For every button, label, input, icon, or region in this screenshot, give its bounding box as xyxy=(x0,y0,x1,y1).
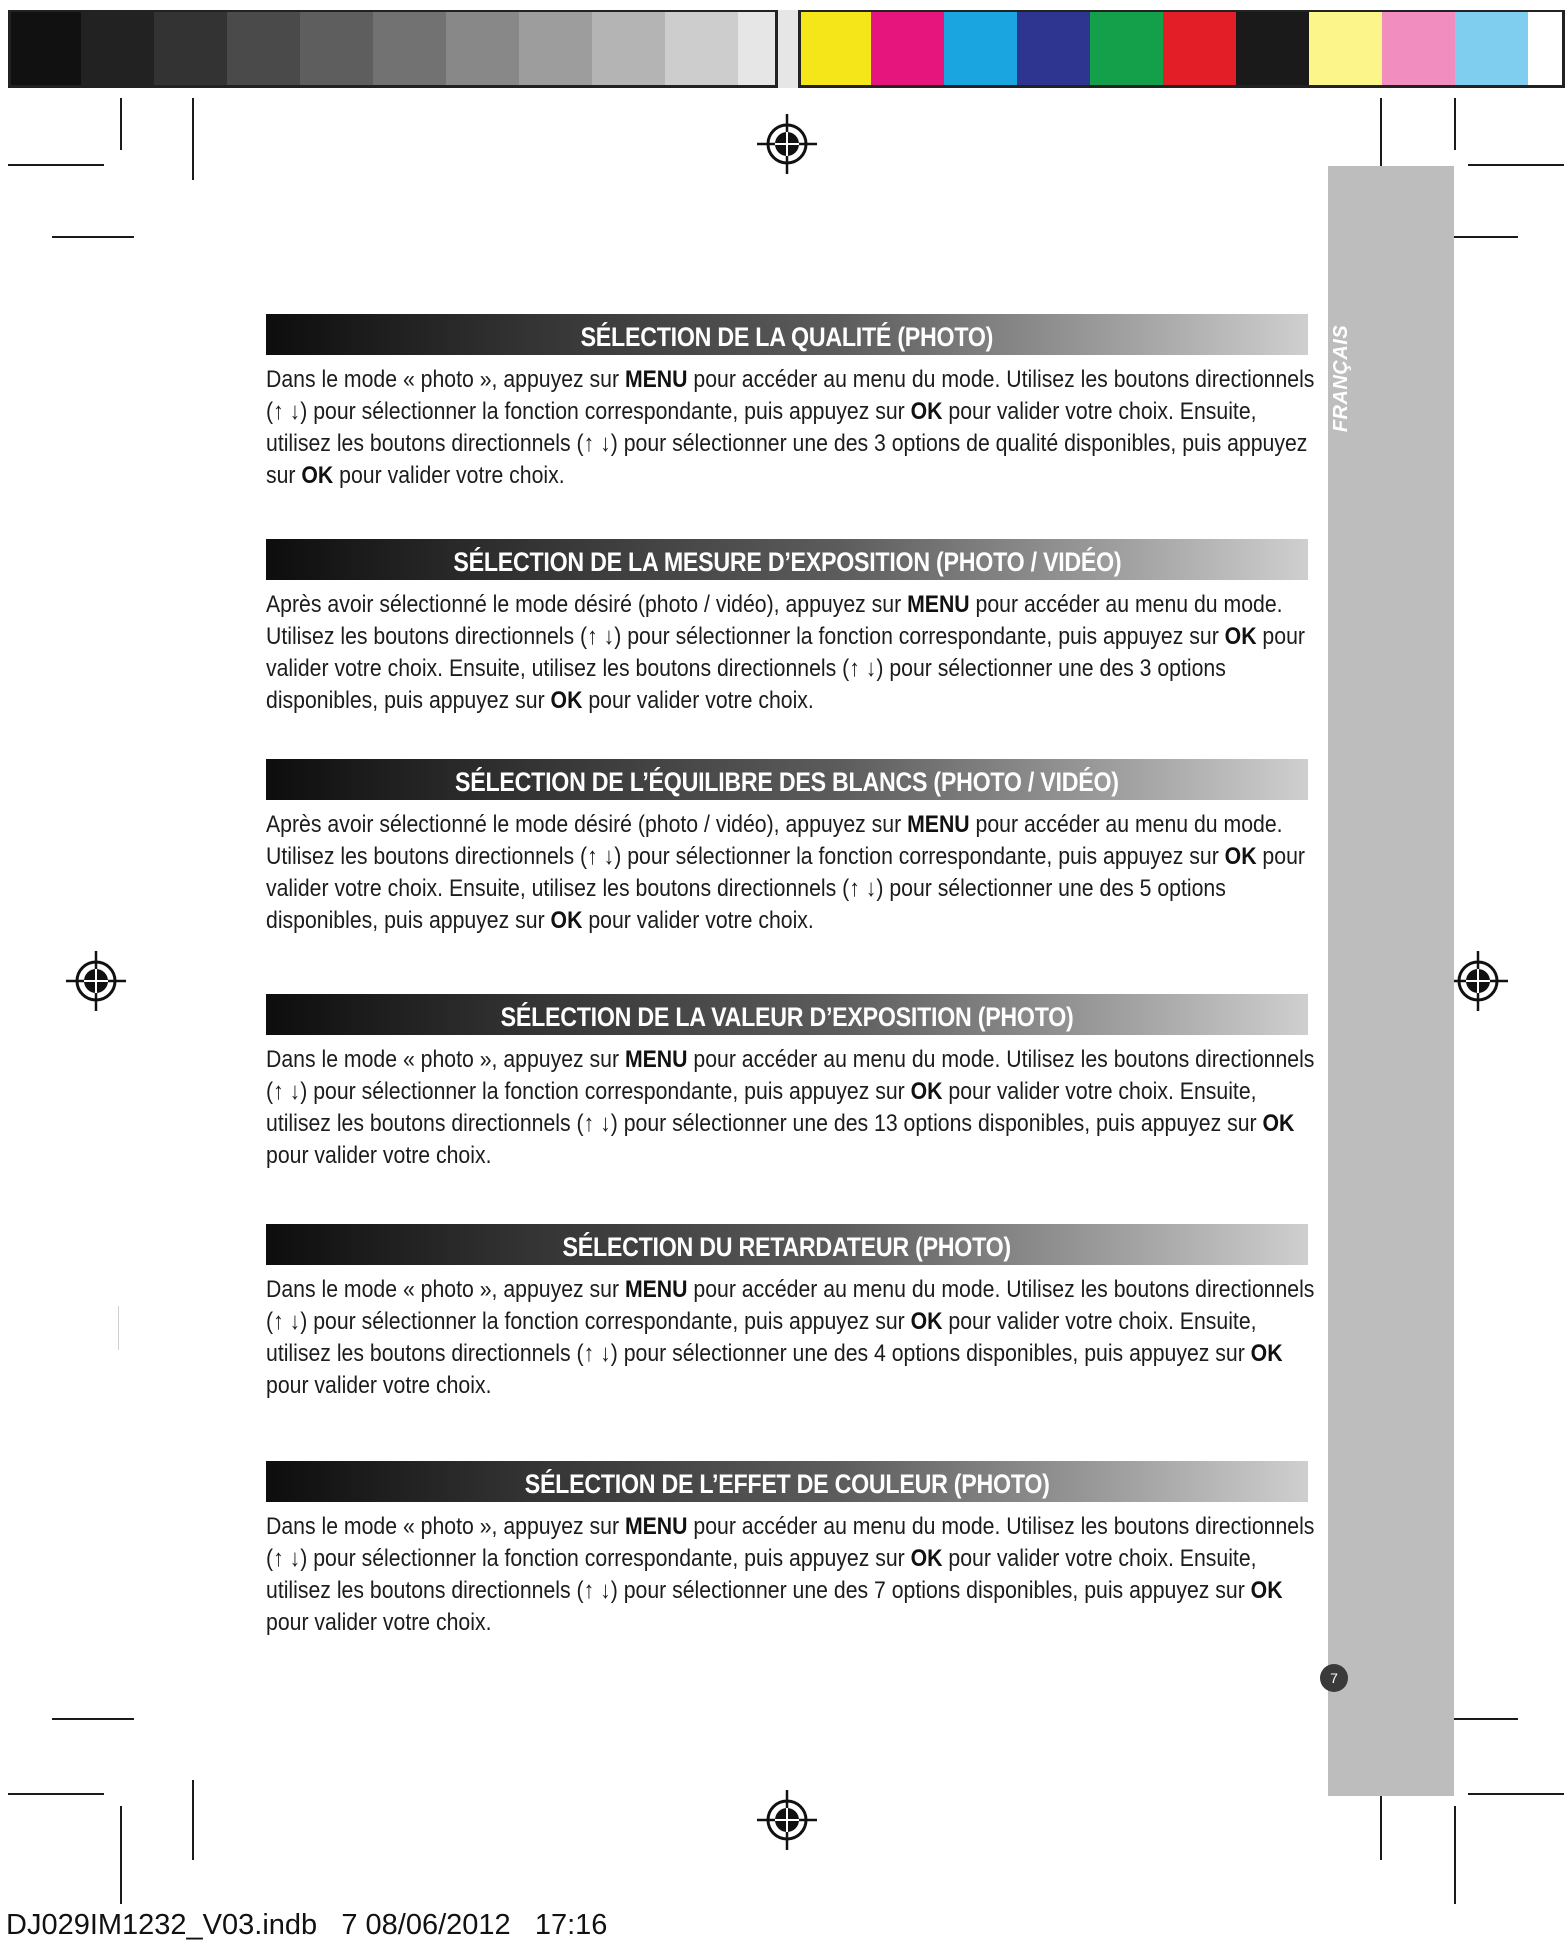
color-swatch xyxy=(227,10,300,88)
crop-mark xyxy=(52,236,134,238)
color-swatch xyxy=(8,10,81,88)
color-swatch xyxy=(300,10,373,88)
color-swatch-strip xyxy=(798,10,1528,88)
color-swatch xyxy=(81,10,154,88)
crop-mark xyxy=(120,1806,122,1904)
color-swatch xyxy=(665,10,738,88)
section-title: SÉLECTION DU RETARDATEUR (PHOTO) xyxy=(562,1232,1012,1262)
section-white-balance xyxy=(266,759,1308,937)
color-swatch xyxy=(373,10,446,88)
bold-keyword: OK xyxy=(910,1308,943,1335)
color-swatch xyxy=(1017,10,1090,88)
color-swatch xyxy=(871,10,944,88)
bold-keyword: OK xyxy=(301,462,334,489)
print-slug: DJ029IM1232_V03.indb 7 08/06/2012 17:16 xyxy=(6,1909,608,1941)
color-swatch xyxy=(1382,10,1455,88)
section-exposure-metering xyxy=(266,539,1308,717)
crop-mark xyxy=(8,1793,104,1795)
color-swatch xyxy=(154,10,227,88)
crop-mark xyxy=(1454,98,1456,150)
crop-mark xyxy=(192,98,194,180)
section-exposure-value xyxy=(266,994,1315,1172)
color-swatch xyxy=(519,10,592,88)
crop-mark xyxy=(1468,164,1564,166)
bold-keyword: OK xyxy=(1224,623,1257,650)
bold-keyword: OK xyxy=(550,907,583,934)
language-tab-label xyxy=(1322,318,1362,438)
bold-keyword: MENU xyxy=(624,1513,688,1540)
section-title: SÉLECTION DE L’ÉQUILIBRE DES BLANCS (PHOTO / VIDÉO) xyxy=(455,767,1119,797)
bold-keyword: MENU xyxy=(624,1046,688,1073)
bold-keyword: OK xyxy=(910,1545,943,1572)
section-self-timer xyxy=(266,1224,1315,1402)
section-paragraph: Dans le mode « photo », appuyez sur MENU pour accéder au menu du mode. Utilisez les boutons directionnels (↑ ↓) pour sélectionner la fonction correspondante, puis appuyez sur OK pour valider votre choix. Ensuite, utilisez les boutons directionnels (↑ ↓) pour sélectionner une des 13 options disponibles, puis appuyez sur OK pour valider votre choix. xyxy=(266,1046,1315,1169)
crop-mark xyxy=(120,98,122,150)
section-header-bar xyxy=(266,539,1308,580)
section-header-bar xyxy=(266,1461,1308,1502)
registration-mark-icon xyxy=(755,112,819,176)
grayscale-swatch-strip xyxy=(8,10,884,88)
section-title: SÉLECTION DE LA QUALITÉ (PHOTO) xyxy=(580,322,994,352)
section-title: SÉLECTION DE L’EFFET DE COULEUR (PHOTO) xyxy=(524,1469,1050,1499)
bold-keyword: MENU xyxy=(907,811,970,838)
bold-keyword: MENU xyxy=(907,591,970,618)
language-label-text: FRANÇAIS xyxy=(1330,324,1353,432)
section-title: SÉLECTION DE LA VALEUR D’EXPOSITION (PHOTO) xyxy=(500,1002,1074,1032)
section-paragraph: Dans le mode « photo », appuyez sur MENU pour accéder au menu du mode. Utilisez les boutons directionnels (↑ ↓) pour sélectionner la fonction correspondante, puis appuyez sur OK pour valider votre choix. Ensuite, utilisez les boutons directionnels (↑ ↓) pour sélectionner une des 3 options de qualité disponibles, puis appuyez sur OK pour valider votre choix. xyxy=(266,366,1315,489)
section-header-bar xyxy=(266,994,1308,1035)
section-paragraph: Dans le mode « photo », appuyez sur MENU pour accéder au menu du mode. Utilisez les boutons directionnels (↑ ↓) pour sélectionner la fonction correspondante, puis appuyez sur OK pour valider votre choix. Ensuite, utilisez les boutons directionnels (↑ ↓) pour sélectionner une des 4 options disponibles, puis appuyez sur OK pour valider votre choix. xyxy=(266,1276,1315,1399)
crop-mark xyxy=(8,164,104,166)
section-title: SÉLECTION DE LA MESURE D’EXPOSITION (PHOTO / VIDÉO) xyxy=(452,547,1122,577)
section-color-effect xyxy=(266,1461,1315,1639)
section-header-bar xyxy=(266,314,1308,355)
color-swatch xyxy=(592,10,665,88)
crop-mark xyxy=(1468,1793,1564,1795)
bold-keyword: OK xyxy=(910,1078,943,1105)
crop-mark xyxy=(52,1718,134,1720)
bold-keyword: OK xyxy=(1250,1340,1283,1367)
color-swatch xyxy=(1455,10,1528,88)
color-swatch xyxy=(1090,10,1163,88)
section-quality xyxy=(266,314,1315,492)
registration-mark-icon xyxy=(755,1788,819,1852)
registration-mark-icon xyxy=(1446,949,1510,1013)
bold-keyword: OK xyxy=(1250,1577,1283,1604)
bold-keyword: MENU xyxy=(624,366,688,393)
crop-mark xyxy=(1454,1806,1456,1904)
section-header-bar xyxy=(266,759,1308,800)
section-paragraph: Après avoir sélectionné le mode désiré (photo / vidéo), appuyez sur MENU pour accéder au menu du mode. Utilisez les boutons directionnels (↑ ↓) pour sélectionner la fonction correspondante, puis appuyez sur OK pour valider votre choix. Ensuite, utilisez les boutons directionnels (↑ ↓) pour sélectionner une des 3 options disponibles, puis appuyez sur OK pour valider votre choix. xyxy=(266,591,1305,714)
bold-keyword: OK xyxy=(550,687,583,714)
bold-keyword: OK xyxy=(910,398,943,425)
page-number-badge: 7 xyxy=(1320,1664,1348,1692)
color-swatch xyxy=(798,10,871,88)
color-swatch xyxy=(944,10,1017,88)
color-swatch xyxy=(1163,10,1236,88)
section-paragraph: Après avoir sélectionné le mode désiré (photo / vidéo), appuyez sur MENU pour accéder au menu du mode. Utilisez les boutons directionnels (↑ ↓) pour sélectionner la fonction correspondante, puis appuyez sur OK pour valider votre choix. Ensuite, utilisez les boutons directionnels (↑ ↓) pour sélectionner une des 5 options disponibles, puis appuyez sur OK pour valider votre choix. xyxy=(266,811,1305,934)
section-paragraph: Dans le mode « photo », appuyez sur MENU pour accéder au menu du mode. Utilisez les boutons directionnels (↑ ↓) pour sélectionner la fonction correspondante, puis appuyez sur OK pour valider votre choix. Ensuite, utilisez les boutons directionnels (↑ ↓) pour sélectionner une des 7 options disponibles, puis appuyez sur OK pour valider votre choix. xyxy=(266,1513,1315,1636)
crop-mark xyxy=(192,1780,194,1860)
bold-keyword: OK xyxy=(1224,843,1257,870)
color-swatch xyxy=(446,10,519,88)
crop-mark xyxy=(118,1306,119,1350)
bold-keyword: OK xyxy=(1262,1110,1295,1137)
registration-mark-icon xyxy=(64,949,128,1013)
bold-keyword: MENU xyxy=(624,1276,688,1303)
color-swatch xyxy=(1236,10,1309,88)
color-swatch xyxy=(1309,10,1382,88)
section-header-bar xyxy=(266,1224,1308,1265)
